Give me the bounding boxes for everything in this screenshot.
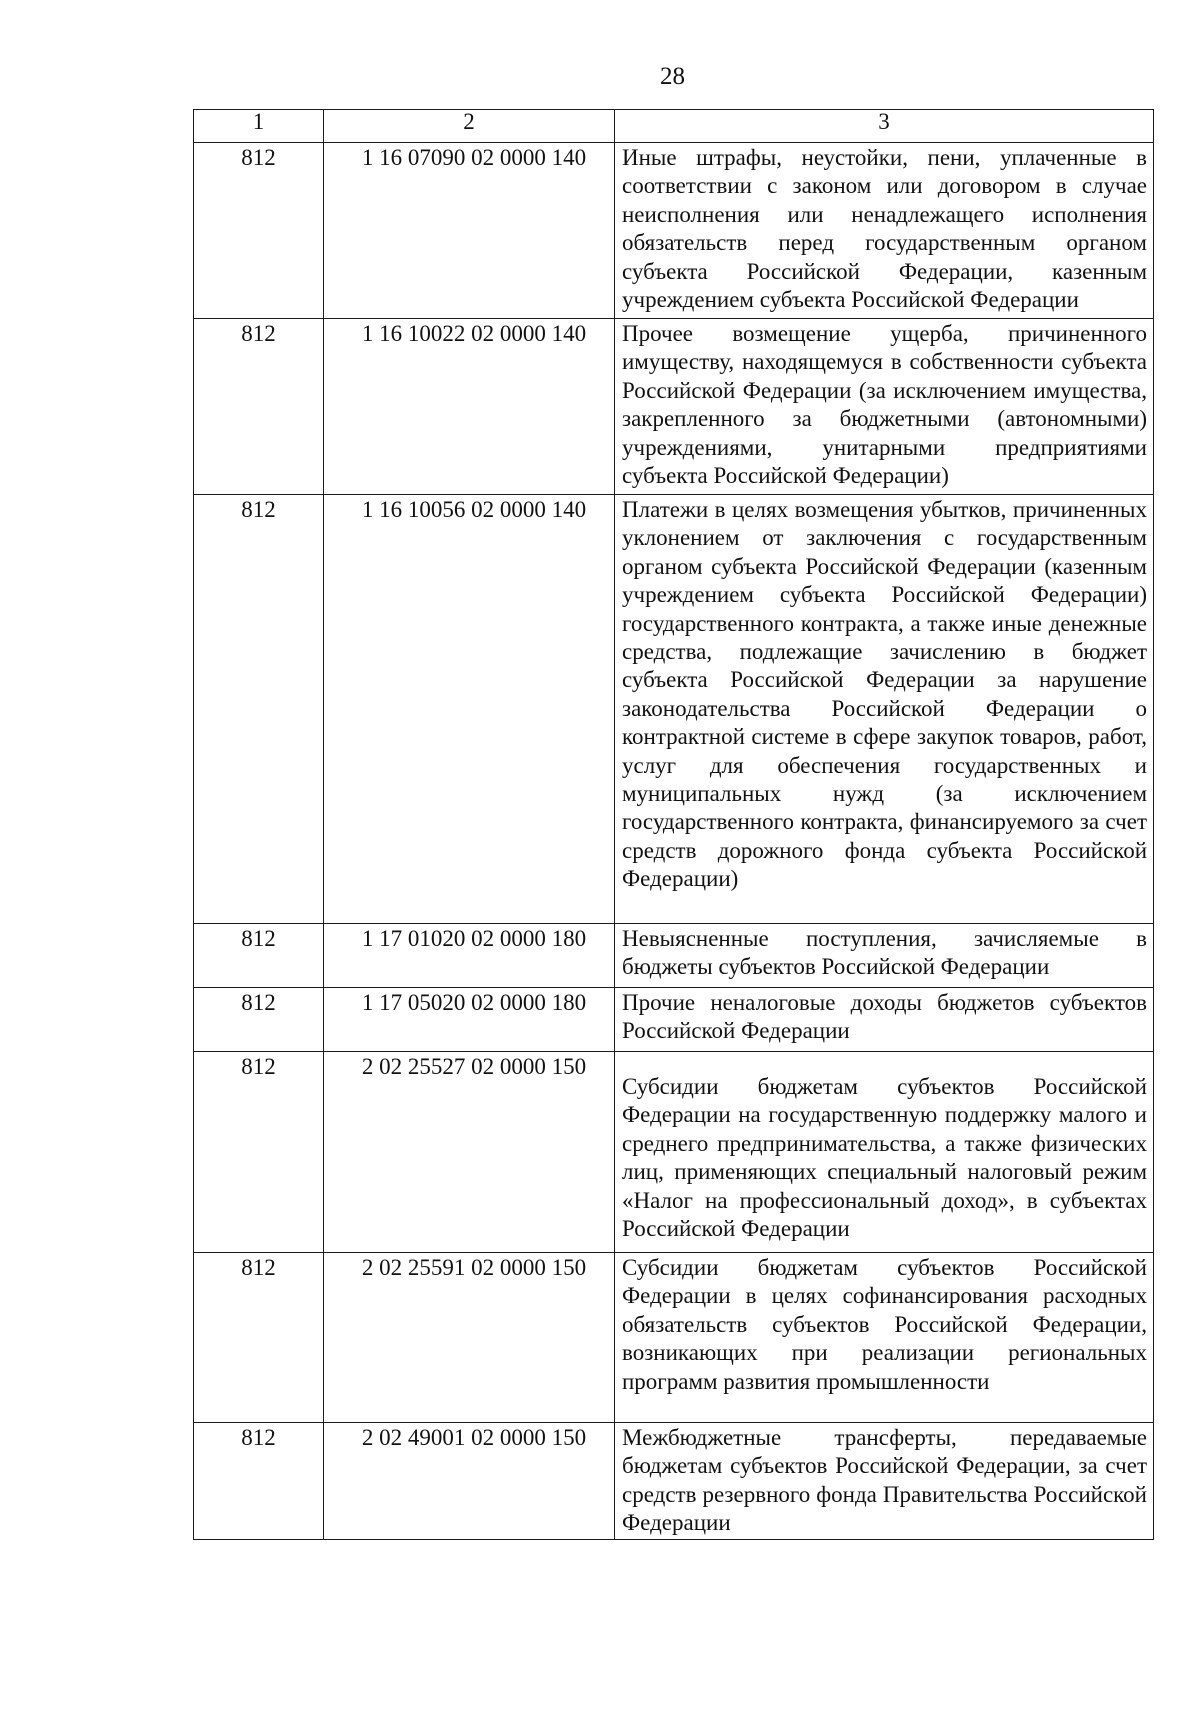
description-cell xyxy=(615,1052,1154,1253)
page-number: 28 xyxy=(660,63,685,90)
revenue-code-cell: 2 02 25591 02 0000 150 xyxy=(324,1253,615,1423)
description-text: Субсидии бюджетам субъектов Российской Федерации на государственную поддержку малого и среднего предпринимательства, а также физических лиц, применяющих специальный налоговый режим «Налог на профессиональный доход», в субъектах Российской Федерации xyxy=(622,1074,1147,1242)
table-row xyxy=(194,1253,1154,1423)
admin-code-cell: 812 xyxy=(194,319,324,495)
description-text: Платежи в целях возмещения убытков, причиненных уклонением от заключения с государственным органом субъекта Российской Федерации (казенным учреждением субъекта Российской Федерации) государственного контракта, а также иные денежные средства, подлежащие зачислению в бюджет субъекта Российской Федерации за нарушение законодательства Российской Федерации о контрактной системе в сфере закупок товаров, работ, услуг для обеспечения государственных и муниципальных нужд (за исключением государственного контракта, финансируемого за счет средств дорожного фонда субъекта Российской Федерации) xyxy=(622,497,1147,892)
admin-code-cell: 812 xyxy=(194,495,324,924)
revenue-codes-table xyxy=(193,109,1154,1540)
revenue-code-cell: 1 17 01020 02 0000 180 xyxy=(324,924,615,988)
table-row xyxy=(194,1052,1154,1253)
description-text: Субсидии бюджетам субъектов Российской Федерации в целях софинансирования расходных обязательств субъектов Российской Федерации, возникающих при реализации региональных программ развития промышленности xyxy=(622,1255,1147,1394)
description-text: Невыясненные поступления, зачисляемые в бюджеты субъектов Российской Федерации xyxy=(622,926,1147,980)
description-cell xyxy=(615,495,1154,924)
table-row xyxy=(194,924,1154,988)
admin-code-cell: 812 xyxy=(194,924,324,988)
description-text: Прочее возмещение ущерба, причиненного имуществу, находящемуся в собственности субъекта Российской Федерации (за исключением имущества, закрепленного за бюджетными (автономными) учреждениями, унитарными предприятиями субъекта Российской Федерации) xyxy=(622,321,1147,489)
table-row xyxy=(194,1423,1154,1540)
column-header-1: 1 xyxy=(194,110,324,143)
table-row xyxy=(194,495,1154,924)
description-cell xyxy=(615,319,1154,495)
description-text: Межбюджетные трансферты, передаваемые бюджетам субъектов Российской Федерации, за счет средств резервного фонда Правительства Российской Федерации xyxy=(622,1425,1147,1536)
revenue-code-cell: 1 16 07090 02 0000 140 xyxy=(324,143,615,319)
description-cell xyxy=(615,1423,1154,1540)
table-row xyxy=(194,319,1154,495)
description-cell xyxy=(615,988,1154,1052)
description-text: Иные штрафы, неустойки, пени, уплаченные в соответствии с законом или договором в случае неисполнения или ненадлежащего исполнения обязательств перед государственным органом субъекта Российской Федерации, казенным учреждением субъекта Российской Федерации xyxy=(622,145,1147,313)
column-header-3: 3 xyxy=(615,110,1154,143)
admin-code-cell: 812 xyxy=(194,143,324,319)
table-header-row xyxy=(194,110,1154,143)
admin-code-cell: 812 xyxy=(194,1423,324,1540)
revenue-code-cell: 2 02 49001 02 0000 150 xyxy=(324,1423,615,1540)
description-text: Прочие неналоговые доходы бюджетов субъектов Российской Федерации xyxy=(622,990,1147,1044)
table-row xyxy=(194,988,1154,1052)
admin-code-cell: 812 xyxy=(194,1253,324,1423)
revenue-code-cell: 1 16 10022 02 0000 140 xyxy=(324,319,615,495)
column-header-2: 2 xyxy=(324,110,615,143)
description-cell xyxy=(615,1253,1154,1423)
admin-code-cell: 812 xyxy=(194,1052,324,1253)
description-cell xyxy=(615,924,1154,988)
description-cell xyxy=(615,143,1154,319)
revenue-code-cell: 1 16 10056 02 0000 140 xyxy=(324,495,615,924)
admin-code-cell: 812 xyxy=(194,988,324,1052)
revenue-code-cell: 1 17 05020 02 0000 180 xyxy=(324,988,615,1052)
table-row xyxy=(194,143,1154,319)
revenue-code-cell: 2 02 25527 02 0000 150 xyxy=(324,1052,615,1253)
